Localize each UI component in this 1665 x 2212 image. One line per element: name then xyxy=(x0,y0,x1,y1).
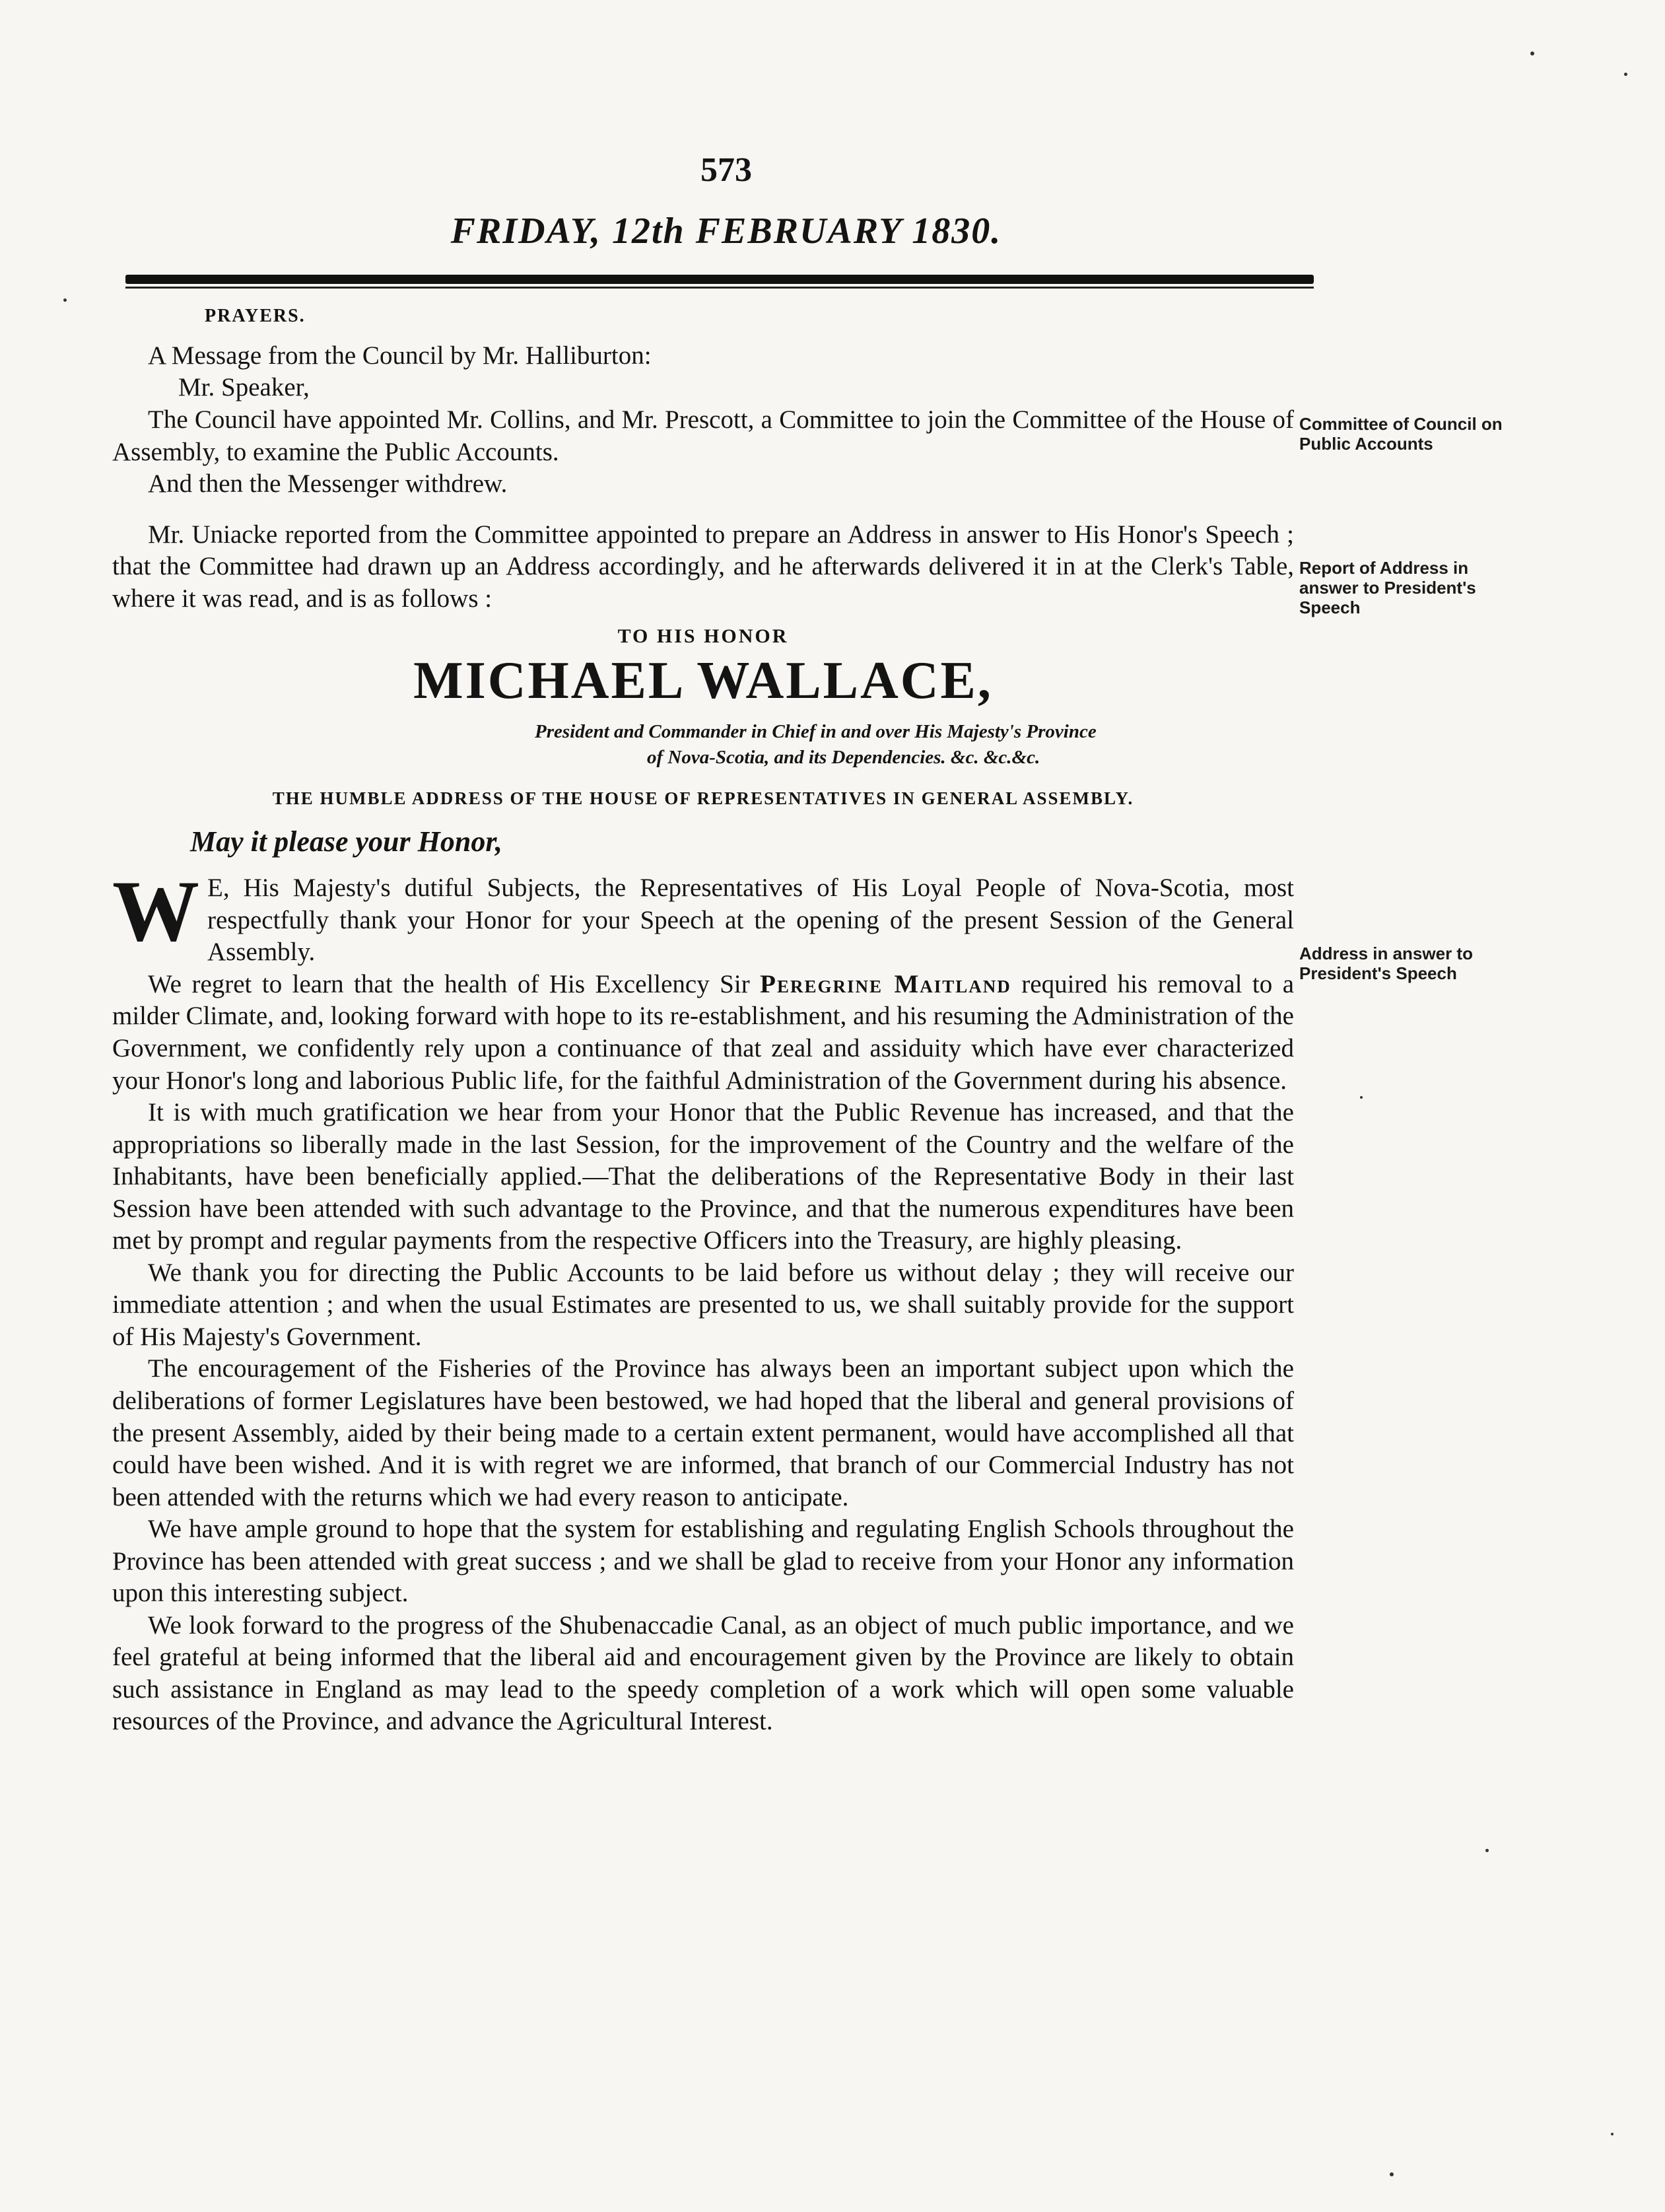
address-paragraph-2 xyxy=(112,969,1294,1097)
council-paragraph: The Council have appointed Mr. Collins, and Mr. Prescott, a Committee to join the Committee of the House of Assembly, to examine the Public Accounts. xyxy=(112,405,1294,466)
speaker-salutation: Mr. Speaker, xyxy=(178,373,310,402)
scan-speck xyxy=(1611,2133,1614,2135)
address-recipient-name: MICHAEL WALLACE, xyxy=(413,651,993,710)
address-paragraph-2-start: We regret to learn that the health of His Excellency Sir xyxy=(148,969,750,998)
scan-speck xyxy=(1485,1849,1489,1852)
address-paragraph-4: We thank you for directing the Public Accounts to be laid before us without delay ; they will receive our immediate attention ; and when the usual Estimates are presented to us, we shall suitably provide for the support of His Majesty's Government. xyxy=(112,1258,1294,1351)
drop-cap: W xyxy=(112,862,199,960)
uniacke-paragraph: Mr. Uniacke reported from the Committee appointed to prepare an Address in answer to His Honor's Speech ; that the Committee had drawn up an Address accordingly, and he afterwards delivered it in at the Clerk's Table, where it was read, and is as follows : xyxy=(112,520,1294,613)
prayers-heading: PRAYERS. xyxy=(205,306,306,326)
address-paragraph-2-rest: required his removal to a milder Climate, and, looking forward with hope to its re-establishment, and his resuming the Administration of the Government, we confidently rely upon a continuance of that zeal and assiduity which have ever characterized your Honor's long and laborious Public life, for the faithful Administration of the Government during his absence. xyxy=(112,969,1295,1095)
margin-note-council-committee: Committee of Council on Public Accounts xyxy=(1299,414,1503,454)
scan-speck xyxy=(1530,52,1534,55)
maitland-name: Peregrine Maitland xyxy=(760,969,1011,998)
address-paragraph-3: It is with much gratification we hear from your Honor that the Public Revenue has increased, and that the appropriations so liberally made in the last Session, for the improvement of the Country and the welfare of the Inhabitants, have been beneficially applied.—That the deliberations of the Representative Body in their last Session have been attended with such advantage to the Province, and that the numerous expenditures have been met by prompt and regular payments from the respective Officers into the Treasury, are highly pleasing. xyxy=(112,1098,1294,1255)
page-number: 573 xyxy=(700,151,752,189)
scan-speck xyxy=(1360,1096,1363,1099)
address-salutation: May it please your Honor, xyxy=(190,825,503,858)
header-rule-thick xyxy=(125,275,1314,284)
scan-speck xyxy=(63,298,67,302)
address-paragraph-1 xyxy=(112,862,1294,969)
date-heading: FRIDAY, 12th FEBRUARY 1830. xyxy=(450,211,1002,252)
address-title-line-1: President and Commander in Chief in and over His Majesty's Province xyxy=(535,720,1097,742)
address-paragraph-1-text: E, His Majesty's dutiful Subjects, the Representatives of His Loyal People of Nova-Scotia, most respectfully thank your Honor for your Speech at the opening of the present Session of the General Assembly. xyxy=(207,874,1294,967)
withdrew-line: And then the Messenger withdrew. xyxy=(148,469,508,499)
address-title-line-2: of Nova-Scotia, and its Dependencies. &c. &c.&c. xyxy=(647,746,1040,768)
address-paragraph-5: The encouragement of the Fisheries of the Province has always been an important subject upon which the deliberations of former Legislatures have been bestowed, we had hoped that the liberal and general provisions of the present Assembly, aided by their being made to a certain extent permanent, would have accomplished all that could have been wished. And it is with regret we are informed, that branch of our Commercial Industry has not been attended with the returns which we had every reason to anticipate. xyxy=(112,1354,1294,1511)
address-recipient-title xyxy=(535,719,1294,771)
header-rule-thin xyxy=(125,287,1314,289)
address-paragraph-6: We have ample ground to hope that the system for establishing and regulating English Schools throughout the Province has been attended with great success ; and we shall be glad to receive from your Honor any information upon this interesting subject. xyxy=(112,1515,1294,1608)
margin-note-report-address: Report of Address in answer to President's Speech xyxy=(1299,558,1476,617)
main-text-column xyxy=(112,305,1294,1738)
scan-speck xyxy=(1624,73,1627,76)
message-line: A Message from the Council by Mr. Halliburton: xyxy=(148,341,652,370)
margin-note-address-answer: Address in answer to President's Speech xyxy=(1299,944,1473,983)
humble-address-heading: THE HUMBLE ADDRESS OF THE HOUSE OF REPRESENTATIVES IN GENERAL ASSEMBLY. xyxy=(272,788,1134,808)
address-paragraph-7: We look forward to the progress of the Shubenaccadie Canal, as an object of much public importance, and we feel grateful at being informed that the liberal aid and encouragement given by the Province are likely to obtain such assistance in England as may lead to the speedy completion of a work which will open some valuable resources of the Province, and advance the Agricultural Interest. xyxy=(112,1610,1294,1736)
scan-speck xyxy=(1390,2172,1394,2176)
address-to-line: TO HIS HONOR xyxy=(617,625,789,648)
